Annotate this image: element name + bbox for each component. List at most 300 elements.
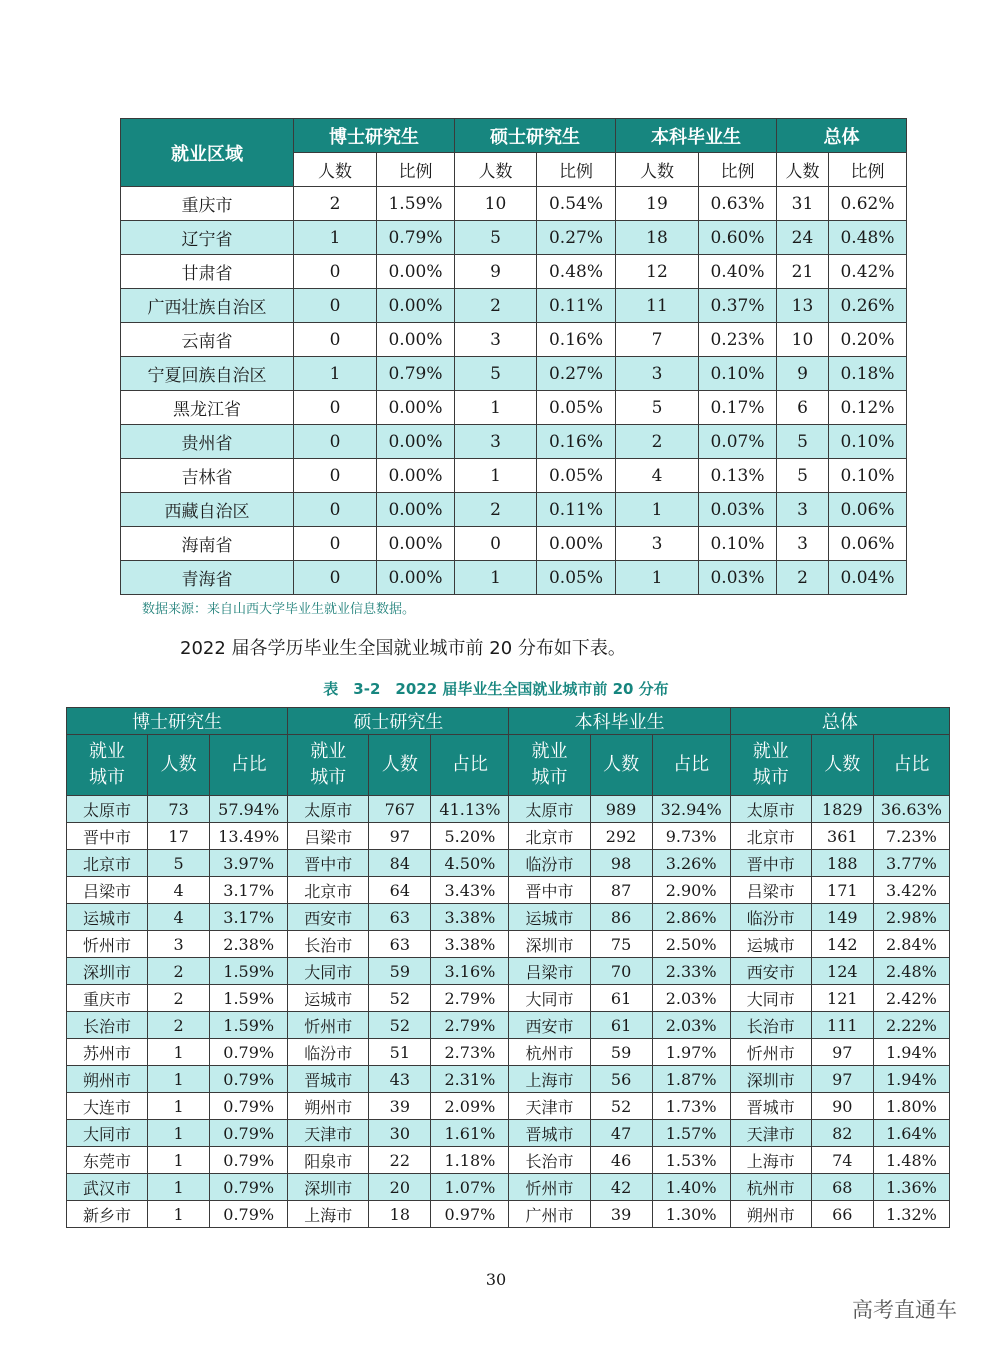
- region-name-cell: 海南省: [121, 527, 294, 561]
- table-row: [121, 187, 907, 221]
- value-cell: 2: [148, 985, 210, 1012]
- value-cell: 63: [369, 931, 431, 958]
- value-cell: 20: [369, 1174, 431, 1201]
- value-cell: 0.27%: [537, 357, 616, 391]
- city-name-cell: 吕梁市: [288, 823, 369, 850]
- region-table-body: [121, 187, 907, 595]
- table-row: [121, 221, 907, 255]
- value-cell: 0: [294, 425, 377, 459]
- value-cell: 1.59%: [210, 1012, 288, 1039]
- region-column-header: 就业区域: [121, 119, 294, 187]
- value-cell: 73: [148, 796, 210, 823]
- city-name-cell: 晋城市: [288, 1066, 369, 1093]
- value-cell: 292: [590, 823, 652, 850]
- value-cell: 5: [148, 850, 210, 877]
- value-cell: 124: [811, 958, 873, 985]
- city-name-cell: 深圳市: [67, 958, 148, 985]
- value-cell: 30: [369, 1120, 431, 1147]
- value-cell: 0.48%: [829, 221, 907, 255]
- value-cell: 0.26%: [829, 289, 907, 323]
- watermark: 高考直通车: [852, 1298, 957, 1322]
- value-cell: 0.27%: [537, 221, 616, 255]
- city-name-cell: 北京市: [509, 823, 590, 850]
- value-cell: 0.79%: [210, 1201, 288, 1228]
- value-cell: 0.04%: [829, 561, 907, 595]
- value-cell: 0.16%: [537, 425, 616, 459]
- table-row: [67, 1174, 950, 1201]
- value-cell: 0.17%: [699, 391, 777, 425]
- value-cell: 0: [294, 255, 377, 289]
- value-cell: 0.79%: [377, 221, 455, 255]
- value-cell: 2.38%: [210, 931, 288, 958]
- value-cell: 68: [811, 1174, 873, 1201]
- value-cell: 767: [369, 796, 431, 823]
- value-cell: 2.03%: [652, 985, 730, 1012]
- city-name-cell: 运城市: [509, 904, 590, 931]
- city-name-cell: 深圳市: [730, 1066, 811, 1093]
- value-cell: 61: [590, 1012, 652, 1039]
- value-cell: 3: [455, 323, 537, 357]
- group-header-phd: 博士研究生: [294, 119, 455, 153]
- value-cell: 3: [777, 527, 829, 561]
- city-name-cell: 东莞市: [67, 1147, 148, 1174]
- sub-header-ratio: 比例: [377, 153, 455, 187]
- city-name-cell: 杭州市: [730, 1174, 811, 1201]
- table-row: [67, 1039, 950, 1066]
- value-cell: 3.77%: [873, 850, 949, 877]
- value-cell: 0.00%: [377, 255, 455, 289]
- value-cell: 2.33%: [652, 958, 730, 985]
- sub-header-ratio: 比例: [537, 153, 616, 187]
- sub-header-share: 占比: [431, 735, 509, 796]
- group-header-bachelor: 本科毕业生: [509, 708, 730, 735]
- value-cell: 142: [811, 931, 873, 958]
- value-cell: 52: [590, 1093, 652, 1120]
- value-cell: 3: [777, 493, 829, 527]
- city-name-cell: 北京市: [67, 850, 148, 877]
- value-cell: 3.16%: [431, 958, 509, 985]
- table-row: [121, 459, 907, 493]
- region-name-cell: 贵州省: [121, 425, 294, 459]
- value-cell: 18: [369, 1201, 431, 1228]
- value-cell: 1: [455, 459, 537, 493]
- value-cell: 3.17%: [210, 877, 288, 904]
- value-cell: 0: [294, 459, 377, 493]
- page-number: 30: [485, 1270, 507, 1289]
- sub-header-count: 人数: [777, 153, 829, 187]
- value-cell: 0.79%: [210, 1039, 288, 1066]
- city-name-cell: 天津市: [509, 1093, 590, 1120]
- city-name-cell: 长治市: [509, 1147, 590, 1174]
- value-cell: 1: [455, 391, 537, 425]
- city-name-cell: 上海市: [509, 1066, 590, 1093]
- value-cell: 7: [616, 323, 699, 357]
- value-cell: 97: [811, 1039, 873, 1066]
- value-cell: 22: [369, 1147, 431, 1174]
- value-cell: 21: [777, 255, 829, 289]
- table-row: [67, 1147, 950, 1174]
- value-cell: 0: [294, 323, 377, 357]
- group-header-master: 硕士研究生: [455, 119, 616, 153]
- city-name-cell: 深圳市: [509, 931, 590, 958]
- value-cell: 1: [148, 1066, 210, 1093]
- value-cell: 1: [616, 561, 699, 595]
- value-cell: 2: [294, 187, 377, 221]
- value-cell: 3.42%: [873, 877, 949, 904]
- sub-header-count: 人数: [369, 735, 431, 796]
- value-cell: 2.22%: [873, 1012, 949, 1039]
- value-cell: 1: [294, 221, 377, 255]
- value-cell: 0: [294, 561, 377, 595]
- value-cell: 1: [294, 357, 377, 391]
- value-cell: 3.17%: [210, 904, 288, 931]
- region-name-cell: 黑龙江省: [121, 391, 294, 425]
- value-cell: 0.10%: [829, 459, 907, 493]
- value-cell: 9: [777, 357, 829, 391]
- value-cell: 0.00%: [377, 289, 455, 323]
- city-name-cell: 忻州市: [288, 1012, 369, 1039]
- sub-header-city: 就业 城市: [288, 735, 369, 796]
- group-header-bachelor: 本科毕业生: [616, 119, 777, 153]
- value-cell: 75: [590, 931, 652, 958]
- table-row: [67, 1066, 950, 1093]
- table-row: [121, 561, 907, 595]
- city-name-cell: 太原市: [730, 796, 811, 823]
- value-cell: 1: [148, 1120, 210, 1147]
- value-cell: 0.10%: [699, 527, 777, 561]
- value-cell: 2.98%: [873, 904, 949, 931]
- value-cell: 0.03%: [699, 493, 777, 527]
- value-cell: 2.50%: [652, 931, 730, 958]
- value-cell: 11: [616, 289, 699, 323]
- city-name-cell: 长治市: [288, 931, 369, 958]
- value-cell: 2.42%: [873, 985, 949, 1012]
- value-cell: 0.05%: [537, 391, 616, 425]
- city-name-cell: 杭州市: [509, 1039, 590, 1066]
- sub-header-share: 占比: [873, 735, 949, 796]
- sub-header-row: [67, 735, 950, 796]
- value-cell: 1.30%: [652, 1201, 730, 1228]
- city-name-cell: 运城市: [67, 904, 148, 931]
- city-name-cell: 北京市: [288, 877, 369, 904]
- table-row: [67, 1120, 950, 1147]
- value-cell: 0.11%: [537, 289, 616, 323]
- value-cell: 0.37%: [699, 289, 777, 323]
- city-name-cell: 北京市: [730, 823, 811, 850]
- value-cell: 2.79%: [431, 985, 509, 1012]
- value-cell: 0.63%: [699, 187, 777, 221]
- table-row: [67, 877, 950, 904]
- region-name-cell: 吉林省: [121, 459, 294, 493]
- value-cell: 5: [616, 391, 699, 425]
- value-cell: 0.54%: [537, 187, 616, 221]
- table-row: [67, 958, 950, 985]
- value-cell: 32.94%: [652, 796, 730, 823]
- city-name-cell: 吕梁市: [509, 958, 590, 985]
- value-cell: 5: [777, 425, 829, 459]
- value-cell: 1.48%: [873, 1147, 949, 1174]
- value-cell: 13.49%: [210, 823, 288, 850]
- value-cell: 1.94%: [873, 1066, 949, 1093]
- value-cell: 0.06%: [829, 527, 907, 561]
- city-name-cell: 上海市: [288, 1201, 369, 1228]
- city-name-cell: 西安市: [509, 1012, 590, 1039]
- value-cell: 87: [590, 877, 652, 904]
- value-cell: 0.79%: [210, 1147, 288, 1174]
- table-row: [121, 289, 907, 323]
- value-cell: 0.11%: [537, 493, 616, 527]
- value-cell: 2: [455, 289, 537, 323]
- region-name-cell: 西藏自治区: [121, 493, 294, 527]
- city-name-cell: 晋城市: [509, 1120, 590, 1147]
- city-table-body: [67, 796, 950, 1228]
- value-cell: 47: [590, 1120, 652, 1147]
- city-name-cell: 西安市: [730, 958, 811, 985]
- value-cell: 74: [811, 1147, 873, 1174]
- city-name-cell: 西安市: [288, 904, 369, 931]
- value-cell: 46: [590, 1147, 652, 1174]
- city-name-cell: 大同市: [509, 985, 590, 1012]
- value-cell: 56: [590, 1066, 652, 1093]
- value-cell: 0.79%: [210, 1120, 288, 1147]
- value-cell: 0.00%: [377, 493, 455, 527]
- sub-header-count: 人数: [455, 153, 537, 187]
- region-distribution-table: [120, 118, 907, 595]
- value-cell: 2: [616, 425, 699, 459]
- value-cell: 2: [455, 493, 537, 527]
- value-cell: 2.09%: [431, 1093, 509, 1120]
- value-cell: 0.16%: [537, 323, 616, 357]
- value-cell: 0.06%: [829, 493, 907, 527]
- value-cell: 0.10%: [829, 425, 907, 459]
- value-cell: 0: [294, 289, 377, 323]
- value-cell: 2.79%: [431, 1012, 509, 1039]
- value-cell: 2.73%: [431, 1039, 509, 1066]
- value-cell: 0.05%: [537, 459, 616, 493]
- value-cell: 84: [369, 850, 431, 877]
- value-cell: 121: [811, 985, 873, 1012]
- value-cell: 3: [616, 527, 699, 561]
- group-header-master: 硕士研究生: [288, 708, 509, 735]
- value-cell: 12: [616, 255, 699, 289]
- value-cell: 66: [811, 1201, 873, 1228]
- region-name-cell: 青海省: [121, 561, 294, 595]
- value-cell: 1829: [811, 796, 873, 823]
- city-name-cell: 临汾市: [509, 850, 590, 877]
- city-name-cell: 运城市: [288, 985, 369, 1012]
- value-cell: 1.80%: [873, 1093, 949, 1120]
- value-cell: 10: [455, 187, 537, 221]
- value-cell: 3.43%: [431, 877, 509, 904]
- value-cell: 1: [148, 1039, 210, 1066]
- value-cell: 19: [616, 187, 699, 221]
- value-cell: 0.12%: [829, 391, 907, 425]
- value-cell: 90: [811, 1093, 873, 1120]
- value-cell: 0.20%: [829, 323, 907, 357]
- group-header-total: 总体: [777, 119, 907, 153]
- city-name-cell: 太原市: [509, 796, 590, 823]
- value-cell: 171: [811, 877, 873, 904]
- value-cell: 17: [148, 823, 210, 850]
- value-cell: 97: [811, 1066, 873, 1093]
- value-cell: 0.42%: [829, 255, 907, 289]
- intro-paragraph: 2022 届各学历毕业生全国就业城市前 20 分布如下表。: [180, 638, 626, 659]
- value-cell: 0.40%: [699, 255, 777, 289]
- value-cell: 1: [148, 1174, 210, 1201]
- city-name-cell: 广州市: [509, 1201, 590, 1228]
- value-cell: 0.00%: [377, 527, 455, 561]
- value-cell: 41.13%: [431, 796, 509, 823]
- sub-header-ratio: 比例: [829, 153, 907, 187]
- value-cell: 31: [777, 187, 829, 221]
- value-cell: 1.07%: [431, 1174, 509, 1201]
- value-cell: 188: [811, 850, 873, 877]
- city-name-cell: 临汾市: [730, 904, 811, 931]
- value-cell: 0.79%: [210, 1066, 288, 1093]
- value-cell: 1.61%: [431, 1120, 509, 1147]
- value-cell: 43: [369, 1066, 431, 1093]
- table-row: [121, 357, 907, 391]
- value-cell: 10: [777, 323, 829, 357]
- city-name-cell: 深圳市: [288, 1174, 369, 1201]
- value-cell: 3: [616, 357, 699, 391]
- table-row: [67, 796, 950, 823]
- group-header-phd: 博士研究生: [67, 708, 288, 735]
- city-name-cell: 吕梁市: [730, 877, 811, 904]
- value-cell: 3.38%: [431, 931, 509, 958]
- value-cell: 0.00%: [377, 323, 455, 357]
- sub-header-share: 占比: [210, 735, 288, 796]
- table-row: [121, 527, 907, 561]
- city-name-cell: 阳泉市: [288, 1147, 369, 1174]
- table-row: [121, 323, 907, 357]
- city-name-cell: 大同市: [288, 958, 369, 985]
- value-cell: 1.87%: [652, 1066, 730, 1093]
- value-cell: 2: [777, 561, 829, 595]
- table-row: [67, 931, 950, 958]
- value-cell: 2: [148, 958, 210, 985]
- city-name-cell: 朔州市: [730, 1201, 811, 1228]
- value-cell: 98: [590, 850, 652, 877]
- value-cell: 51: [369, 1039, 431, 1066]
- table-row: [67, 1012, 950, 1039]
- value-cell: 0.60%: [699, 221, 777, 255]
- value-cell: 0.00%: [537, 527, 616, 561]
- value-cell: 1.59%: [210, 985, 288, 1012]
- value-cell: 39: [369, 1093, 431, 1120]
- city-name-cell: 大同市: [730, 985, 811, 1012]
- value-cell: 1: [148, 1147, 210, 1174]
- value-cell: 0.23%: [699, 323, 777, 357]
- city-name-cell: 太原市: [67, 796, 148, 823]
- sub-header-city: 就业 城市: [730, 735, 811, 796]
- value-cell: 361: [811, 823, 873, 850]
- value-cell: 1: [616, 493, 699, 527]
- city-name-cell: 朔州市: [288, 1093, 369, 1120]
- value-cell: 1.64%: [873, 1120, 949, 1147]
- value-cell: 1.40%: [652, 1174, 730, 1201]
- value-cell: 64: [369, 877, 431, 904]
- value-cell: 3: [148, 931, 210, 958]
- city-name-cell: 忻州市: [509, 1174, 590, 1201]
- value-cell: 2: [148, 1012, 210, 1039]
- value-cell: 0.00%: [377, 391, 455, 425]
- value-cell: 0.00%: [377, 459, 455, 493]
- value-cell: 0: [455, 527, 537, 561]
- value-cell: 0.07%: [699, 425, 777, 459]
- table-row: [121, 391, 907, 425]
- value-cell: 7.23%: [873, 823, 949, 850]
- value-cell: 2.90%: [652, 877, 730, 904]
- sub-header-share: 占比: [652, 735, 730, 796]
- value-cell: 0.79%: [377, 357, 455, 391]
- value-cell: 0.00%: [377, 425, 455, 459]
- city-name-cell: 天津市: [288, 1120, 369, 1147]
- value-cell: 59: [369, 958, 431, 985]
- value-cell: 0.03%: [699, 561, 777, 595]
- value-cell: 1.94%: [873, 1039, 949, 1066]
- value-cell: 0.00%: [377, 561, 455, 595]
- table-row: [121, 493, 907, 527]
- value-cell: 4.50%: [431, 850, 509, 877]
- region-name-cell: 云南省: [121, 323, 294, 357]
- city-name-cell: 朔州市: [67, 1066, 148, 1093]
- sub-header-ratio: 比例: [699, 153, 777, 187]
- region-name-cell: 重庆市: [121, 187, 294, 221]
- table-caption: 表 3-2 2022 届毕业生全国就业城市前 20 分布: [323, 680, 669, 698]
- value-cell: 0.13%: [699, 459, 777, 493]
- value-cell: 149: [811, 904, 873, 931]
- value-cell: 82: [811, 1120, 873, 1147]
- value-cell: 24: [777, 221, 829, 255]
- city-name-cell: 武汉市: [67, 1174, 148, 1201]
- city-name-cell: 晋中市: [509, 877, 590, 904]
- city-name-cell: 晋中市: [730, 850, 811, 877]
- sub-header-count: 人数: [616, 153, 699, 187]
- sub-header-count: 人数: [148, 735, 210, 796]
- value-cell: 2.84%: [873, 931, 949, 958]
- city-name-cell: 天津市: [730, 1120, 811, 1147]
- value-cell: 52: [369, 1012, 431, 1039]
- value-cell: 59: [590, 1039, 652, 1066]
- sub-header-count: 人数: [590, 735, 652, 796]
- sub-header-count: 人数: [294, 153, 377, 187]
- value-cell: 42: [590, 1174, 652, 1201]
- city-name-cell: 大连市: [67, 1093, 148, 1120]
- table-row: [67, 850, 950, 877]
- city-top20-table: [66, 707, 950, 1228]
- city-name-cell: 运城市: [730, 931, 811, 958]
- region-name-cell: 广西壮族自治区: [121, 289, 294, 323]
- table-row: [121, 425, 907, 459]
- value-cell: 4: [616, 459, 699, 493]
- value-cell: 3.38%: [431, 904, 509, 931]
- value-cell: 1.57%: [652, 1120, 730, 1147]
- value-cell: 52: [369, 985, 431, 1012]
- city-name-cell: 太原市: [288, 796, 369, 823]
- city-name-cell: 新乡市: [67, 1201, 148, 1228]
- value-cell: 6: [777, 391, 829, 425]
- value-cell: 61: [590, 985, 652, 1012]
- value-cell: 36.63%: [873, 796, 949, 823]
- value-cell: 1.18%: [431, 1147, 509, 1174]
- value-cell: 0.62%: [829, 187, 907, 221]
- value-cell: 0.79%: [210, 1174, 288, 1201]
- value-cell: 989: [590, 796, 652, 823]
- city-name-cell: 忻州市: [730, 1039, 811, 1066]
- city-name-cell: 长治市: [67, 1012, 148, 1039]
- city-name-cell: 吕梁市: [67, 877, 148, 904]
